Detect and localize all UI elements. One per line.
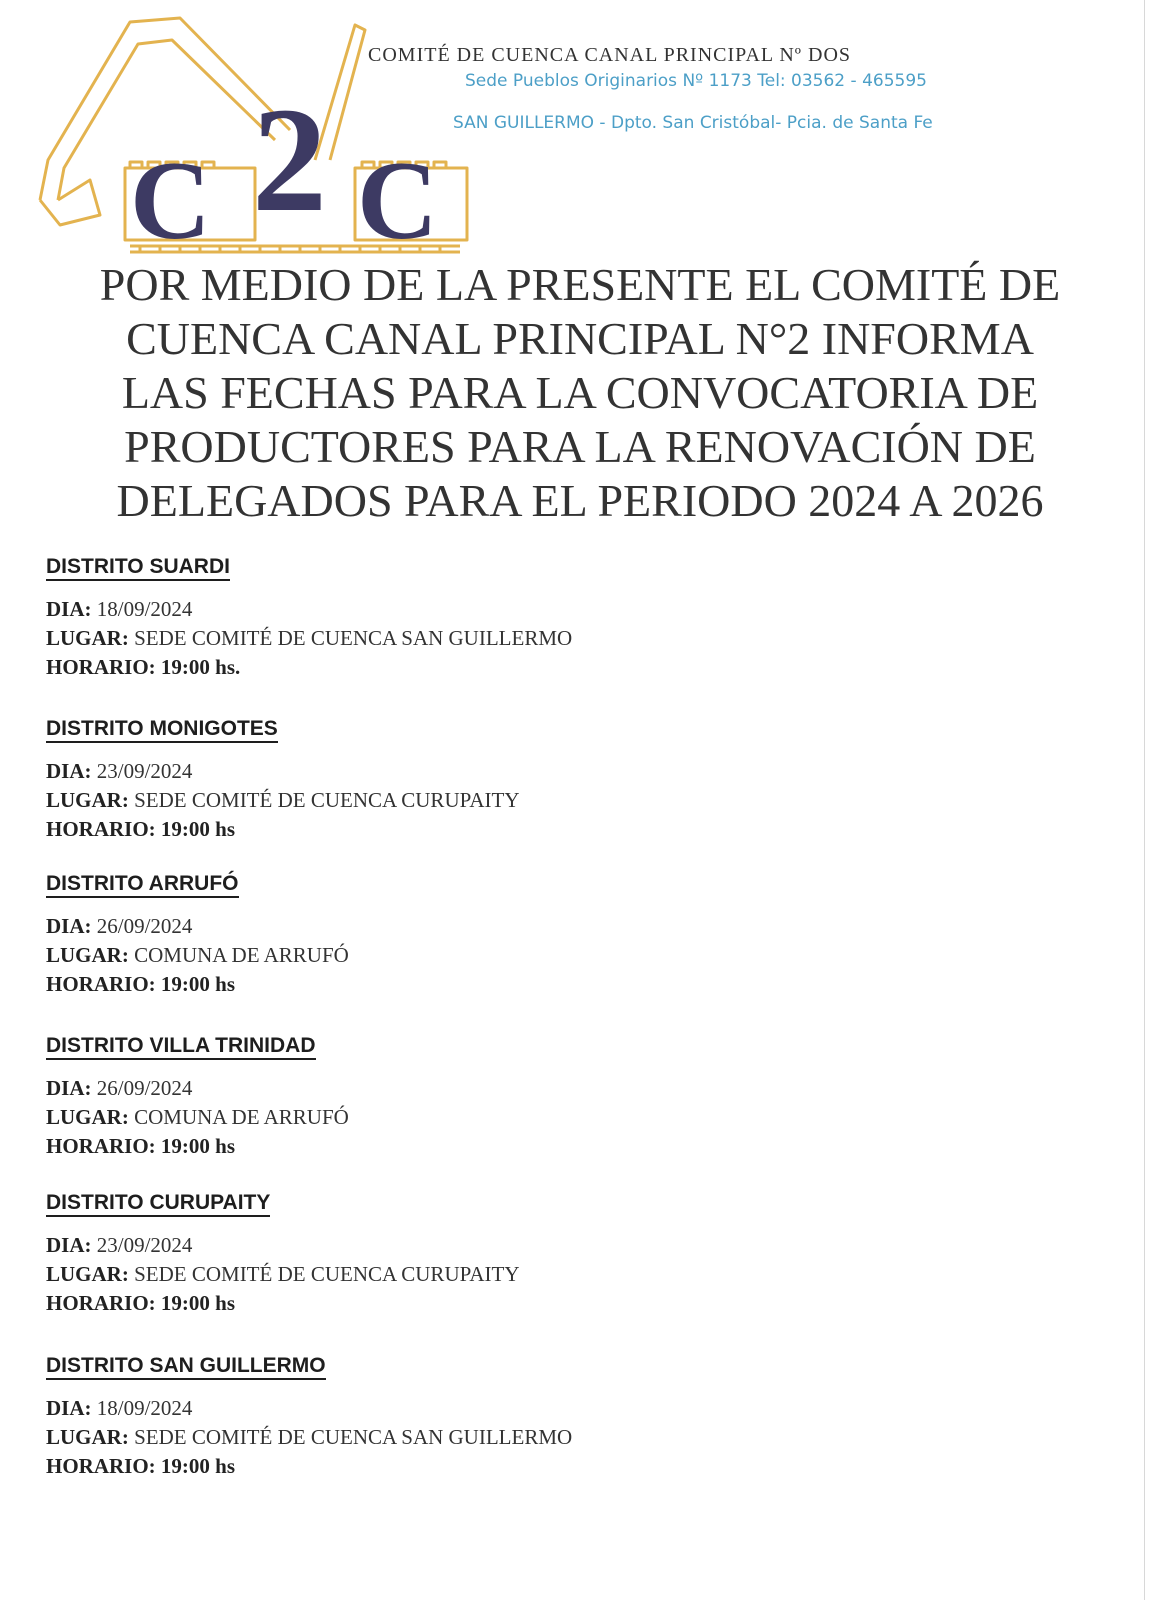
- day-value: 23/09/2024: [96, 1233, 193, 1257]
- time-label: HORARIO:: [46, 655, 156, 679]
- header-address: Sede Pueblos Originarios Nº 1173 Tel: 03562 - 465595: [465, 71, 927, 91]
- place-value: SEDE COMITÉ DE CUENCA CURUPAITY: [134, 788, 520, 812]
- district-arrufo: [46, 872, 946, 999]
- place-label: LUGAR:: [46, 1262, 129, 1286]
- place-row: [46, 1260, 946, 1289]
- place-value: SEDE COMITÉ DE CUENCA SAN GUILLERMO: [134, 626, 573, 650]
- time-value: 19:00 hs: [160, 1291, 236, 1315]
- place-row: [46, 1103, 946, 1132]
- headline-line: CUENCA CANAL PRINCIPAL N°2 INFORMA: [126, 313, 1034, 364]
- headline-line: POR MEDIO DE LA PRESENTE EL COMITÉ DE: [99, 259, 1061, 310]
- district-monigotes: [46, 717, 946, 844]
- announcement-headline: [40, 258, 1120, 528]
- time-label: HORARIO:: [46, 1134, 156, 1158]
- logo-bucket: [40, 180, 100, 225]
- logo-digit-2: 2: [252, 77, 327, 243]
- district-curupaity: [46, 1191, 946, 1318]
- day-value: 18/09/2024: [96, 1396, 193, 1420]
- time-row: [46, 1289, 946, 1318]
- district-title: DISTRITO ARRUFÓ: [46, 872, 239, 898]
- day-value: 23/09/2024: [96, 759, 193, 783]
- day-label: DIA:: [46, 597, 92, 621]
- time-row: [46, 1132, 946, 1161]
- place-value: COMUNA DE ARRUFÓ: [134, 943, 349, 967]
- page-edge-line: [1144, 0, 1145, 1600]
- day-label: DIA:: [46, 1396, 92, 1420]
- time-label: HORARIO:: [46, 817, 156, 841]
- district-title: DISTRITO SAN GUILLERMO: [46, 1354, 326, 1380]
- day-row: [46, 757, 946, 786]
- place-label: LUGAR:: [46, 1425, 129, 1449]
- time-row: [46, 1452, 946, 1481]
- district-title: DISTRITO VILLA TRINIDAD: [46, 1034, 316, 1060]
- day-label: DIA:: [46, 759, 92, 783]
- headline-line: DELEGADOS PARA EL PERIODO 2024 A 2026: [116, 475, 1044, 526]
- time-row: [46, 653, 946, 682]
- time-value: 19:00 hs: [160, 1454, 236, 1478]
- day-row: [46, 1394, 946, 1423]
- district-title: DISTRITO CURUPAITY: [46, 1191, 270, 1217]
- time-label: HORARIO:: [46, 1291, 156, 1315]
- day-value: 18/09/2024: [96, 597, 193, 621]
- district-title: DISTRITO MONIGOTES: [46, 717, 278, 743]
- place-row: [46, 786, 946, 815]
- place-label: LUGAR:: [46, 626, 129, 650]
- headline-line: PRODUCTORES PARA LA RENOVACIÓN DE: [124, 421, 1036, 472]
- day-value: 26/09/2024: [96, 1076, 193, 1100]
- logo-letter-c-right: C: [357, 139, 438, 260]
- headline-line: LAS FECHAS PARA LA CONVOCATORIA DE: [121, 367, 1039, 418]
- time-row: [46, 815, 946, 844]
- time-label: HORARIO:: [46, 972, 156, 996]
- time-row: [46, 970, 946, 999]
- place-label: LUGAR:: [46, 943, 129, 967]
- day-row: [46, 1074, 946, 1103]
- day-label: DIA:: [46, 1076, 92, 1100]
- time-value: 19:00 hs: [160, 1134, 236, 1158]
- logo-letter-c-left: C: [130, 139, 211, 260]
- district-title: DISTRITO SUARDI: [46, 555, 230, 581]
- district-villa-trinidad: [46, 1034, 946, 1161]
- day-row: [46, 912, 946, 941]
- day-row: [46, 1231, 946, 1260]
- day-value: 26/09/2024: [96, 914, 193, 938]
- place-label: LUGAR:: [46, 1105, 129, 1129]
- header-committee-name: COMITÉ DE CUENCA CANAL PRINCIPAL Nº DOS: [368, 44, 852, 66]
- place-value: SEDE COMITÉ DE CUENCA SAN GUILLERMO: [134, 1425, 573, 1449]
- day-label: DIA:: [46, 1233, 92, 1257]
- place-value: SEDE COMITÉ DE CUENCA CURUPAITY: [134, 1262, 520, 1286]
- place-label: LUGAR:: [46, 788, 129, 812]
- place-value: COMUNA DE ARRUFÓ: [134, 1105, 349, 1129]
- time-label: HORARIO:: [46, 1454, 156, 1478]
- place-row: [46, 941, 946, 970]
- header-location: SAN GUILLERMO - Dpto. San Cristóbal- Pcia. de Santa Fe: [453, 113, 933, 133]
- district-san-guillermo: [46, 1354, 946, 1481]
- time-value: 19:00 hs.: [160, 655, 241, 679]
- day-label: DIA:: [46, 914, 92, 938]
- district-suardi: [46, 555, 946, 682]
- place-row: [46, 1423, 946, 1452]
- day-row: [46, 595, 946, 624]
- time-value: 19:00 hs: [160, 972, 236, 996]
- place-row: [46, 624, 946, 653]
- time-value: 19:00 hs: [160, 817, 236, 841]
